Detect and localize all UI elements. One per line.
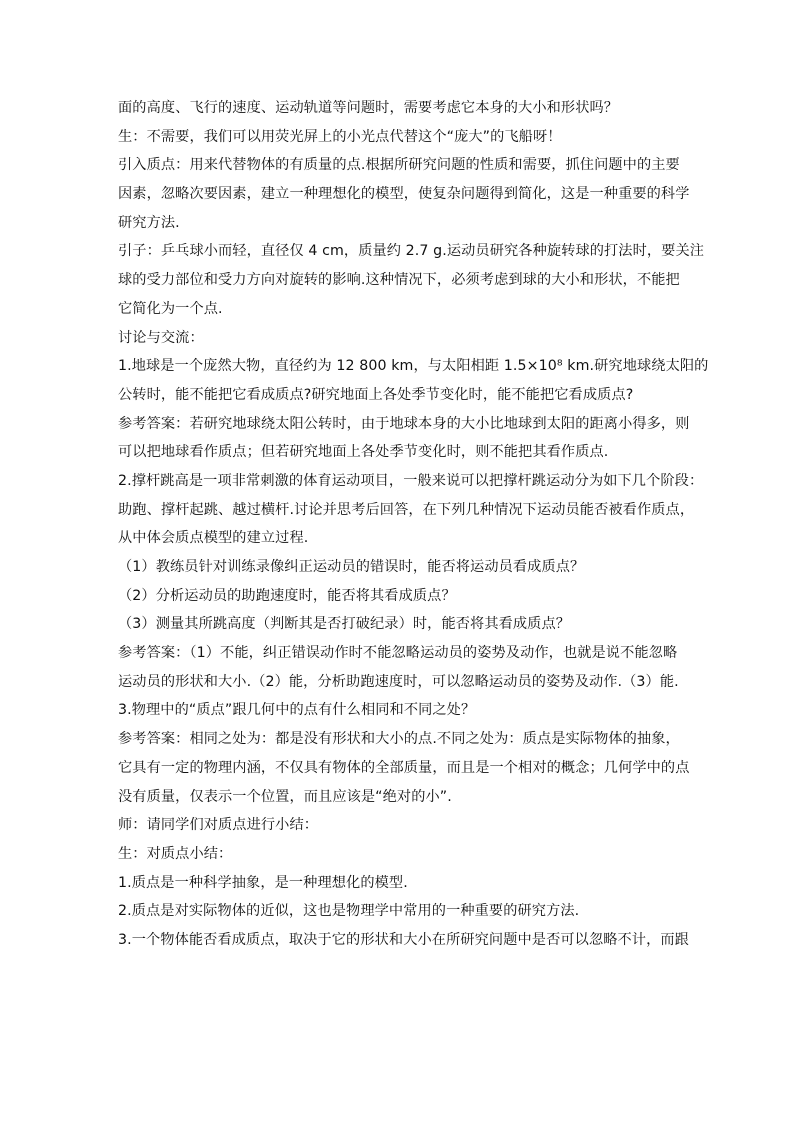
list-item: （2）分析运动员的助跑速度时，能否将其看成质点？ [118,587,456,604]
text-line: 生：不需要，我们可以用荧光屏上的小光点代替这个“庞大”的飞船呀！ [118,128,562,145]
text-line: 引子：乒乓球小而轻，直径仅 4 cm，质量约 2.7 g.运动员研究各种旋转球的打法时，要关注 [118,243,705,260]
text-line: 生：对质点小结： [118,845,233,862]
text-line: 运动员的形状和大小.（2）能，分析助跑速度时，可以忽略运动员的姿势及动作.（3）能. [118,673,679,690]
text-line: 参考答案：若研究地球绕太阳公转时，由于地球本身的大小比地球到太阳的距离小得多，则 [118,415,690,432]
list-item: （1）教练员针对训练录像纠正运动员的错误时，能否将运动员看成质点？ [118,559,585,575]
text-line: 公转时，能不能把它看成质点?研究地面上各处季节变化时，能不能把它看成质点? [118,386,634,403]
list-item: 1.质点是一种科学抽象，是一种理想化的模型. [118,874,408,891]
list-item: （3）测量其所跳高度（判断其是否打破纪录）时，能否将其看成质点？ [118,616,571,633]
list-item: 3.一个物体能否看成质点，取决于它的形状和大小在所研究问题中是否可以忽略不计，而跟 [118,931,689,948]
text-line: 没有质量，仅表示一个位置，而且应该是“绝对的小”. [118,788,452,805]
text-line: 可以把地球看作质点；但若研究地面上各处季节变化时，则不能把其看作质点. [118,444,609,461]
text-line: 1.地球是一个庞然大物，直径约为 12 800 km，与太阳相距 1.5×10⁸ km.研究地球绕太阳的 [118,358,709,375]
text-line: 参考答案：（1）不能，纠正错误动作时不能忽略运动员的姿势及动作，也就是说不能忽略 [118,645,678,662]
text-line: 2.撑杆跳高是一项非常刺激的体育运动项目，一般来说可以把撑杆跳运动分为如下几个阶段： [118,472,704,489]
text-line: 它具有一定的物理内涵，不仅具有物体的全部质量，而且是一个相对的概念；几何学中的点 [118,759,690,776]
text-line: 它简化为一个点. [118,300,223,317]
text-line: 因素，忽略次要因素，建立一种理想化的模型，使复杂问题得到简化，这是一种重要的科学 [118,186,690,203]
section-heading: 讨论与交流： [118,329,204,346]
document-page [118,94,709,955]
text-line: 3.物理中的“质点”跟几何中的点有什么相同和不同之处？ [118,702,476,719]
text-line: 助跑、撑杆起跳、越过横杆.讨论并思考后回答，在下列几种情况下运动员能否被看作质点， [118,501,695,518]
text-line: 面的高度、飞行的速度、运动轨道等问题时，需要考虑它本身的大小和形状吗？ [118,100,619,116]
text-line: 球的受力部位和受力方向对旋转的影响.这种情况下，必须考虑到球的大小和形状，不能把 [118,272,680,289]
text-line: 引入质点：用来代替物体的有质量的点.根据所研究问题的性质和需要，抓住问题中的主要 [118,157,680,174]
text-line: 从中体会质点模型的建立过程. [118,530,309,547]
list-item: 2.质点是对实际物体的近似，这也是物理学中常用的一种重要的研究方法. [118,903,580,920]
text-line: 研究方法. [118,214,180,231]
text-line: 参考答案：相同之处为：都是没有形状和大小的点.不同之处为：质点是实际物体的抽象， [118,731,680,748]
text-line: 师：请同学们对质点进行小结： [118,817,319,834]
